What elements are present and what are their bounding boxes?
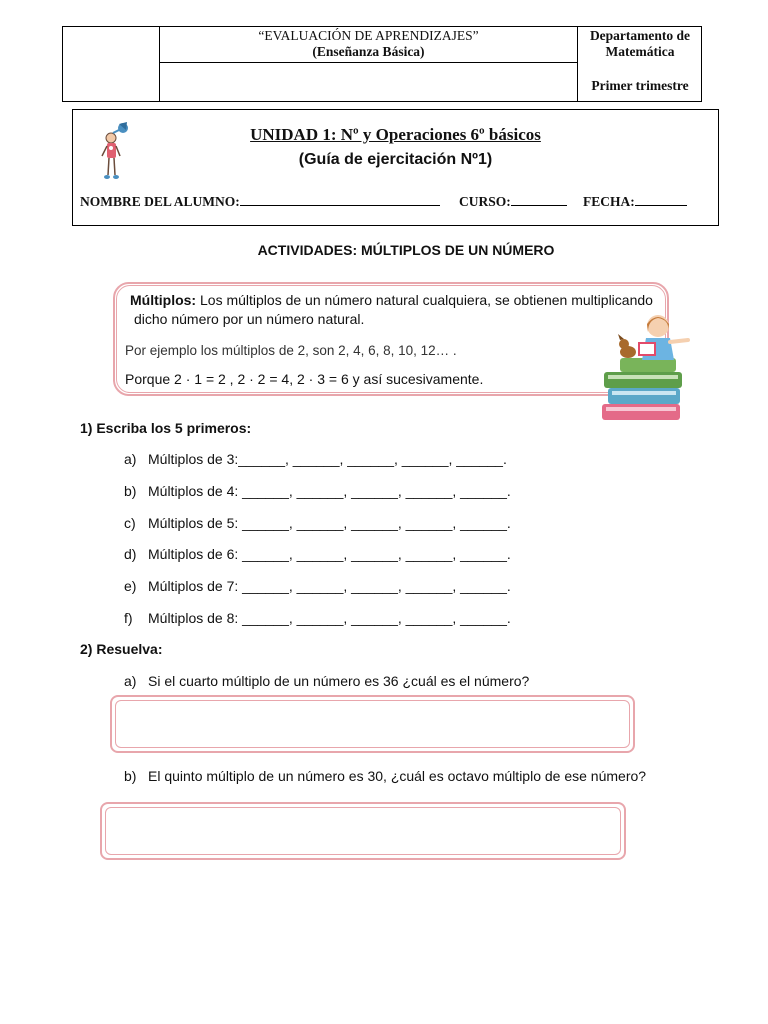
definition-because: Porque 2 · 1 = 2 , 2 · 2 = 4, 2 · 3 = 6 y así sucesivamente.: [125, 371, 484, 387]
list-item[interactable]: [124, 451, 507, 467]
item-letter: a): [124, 673, 137, 689]
list-item[interactable]: [124, 515, 511, 531]
department-line2: Matemática: [605, 44, 675, 59]
evaluation-title-line2: (Enseñanza Básica): [312, 44, 425, 59]
section2-title: 2) Resuelva:: [80, 641, 163, 657]
question-a: [124, 673, 529, 689]
item-letter: f): [124, 610, 133, 626]
list-item[interactable]: [124, 483, 511, 499]
student-name-line[interactable]: [240, 192, 440, 206]
item-letter: c): [124, 515, 136, 531]
evaluation-title: [160, 28, 577, 60]
student-name-field[interactable]: [80, 192, 440, 210]
term-label: Primer trimestre: [591, 78, 689, 93]
unit-subtitle: (Guía de ejercitación Nº1): [298, 151, 493, 168]
reading-girl-books-illustration: [598, 312, 694, 426]
item-text: Múltiplos de 4: ______, ______, ______, ______, ______.: [148, 483, 511, 499]
item-text: Múltiplos de 7: ______, ______, ______, ______, ______.: [148, 578, 511, 594]
list-item[interactable]: [124, 546, 511, 562]
student-name-label: NOMBRE DEL ALUMNO:: [80, 194, 240, 209]
item-text: Múltiplos de 6: ______, ______, ______, ______, ______.: [148, 546, 511, 562]
date-line[interactable]: [635, 192, 687, 206]
definition-term: Múltiplos:: [130, 292, 197, 308]
section1-title: 1) Escriba los 5 primeros:: [80, 420, 252, 436]
date-field[interactable]: [583, 192, 687, 210]
activities-title: ACTIVIDADES: MÚLTIPLOS DE UN NÚMERO: [257, 242, 555, 258]
definition-line1: [130, 292, 653, 308]
date-label: FECHA:: [583, 194, 635, 209]
item-letter: b): [124, 768, 137, 784]
item-letter: a): [124, 451, 137, 467]
answer-box-b[interactable]: [100, 802, 626, 860]
item-text: Múltiplos de 3:______, ______, ______, ______, ______.: [148, 451, 507, 467]
definition-text: Los múltiplos de un número natural cualquiera, se obtienen multiplicando: [196, 292, 653, 308]
item-letter: d): [124, 546, 137, 562]
item-text: El quinto múltiplo de un número es 30, ¿cuál es octavo múltiplo de ese número?: [148, 768, 647, 784]
department: [578, 28, 702, 60]
list-item[interactable]: [124, 578, 511, 594]
answer-box-a[interactable]: [110, 695, 635, 753]
department-line1: Departamento de: [589, 28, 691, 43]
item-text: Múltiplos de 8: ______, ______, ______, ______, ______.: [148, 610, 511, 626]
course-field[interactable]: [459, 192, 567, 210]
definition-example: Por ejemplo los múltiplos de 2, son 2, 4, 6, 8, 10, 12… .: [125, 343, 457, 358]
item-text: Múltiplos de 5: ______, ______, ______, ______, ______.: [148, 515, 511, 531]
table-divider: [159, 62, 577, 63]
evaluation-title-line1: “EVALUACIÓN DE APRENDIZAJES”: [258, 28, 479, 43]
item-text: Si el cuarto múltiplo de un número es 36 ¿cuál es el número?: [148, 673, 530, 689]
question-b: [124, 768, 646, 784]
item-letter: b): [124, 483, 137, 499]
unit-title: UNIDAD 1: Nº y Operaciones 6º básicos: [250, 125, 541, 144]
course-label: CURSO:: [459, 194, 511, 209]
course-line[interactable]: [511, 192, 567, 206]
list-item[interactable]: [124, 610, 511, 626]
item-letter: e): [124, 578, 137, 594]
unit-box: [72, 109, 719, 226]
header-table: [62, 26, 702, 102]
definition-line2: dicho número por un número natural.: [134, 311, 365, 327]
